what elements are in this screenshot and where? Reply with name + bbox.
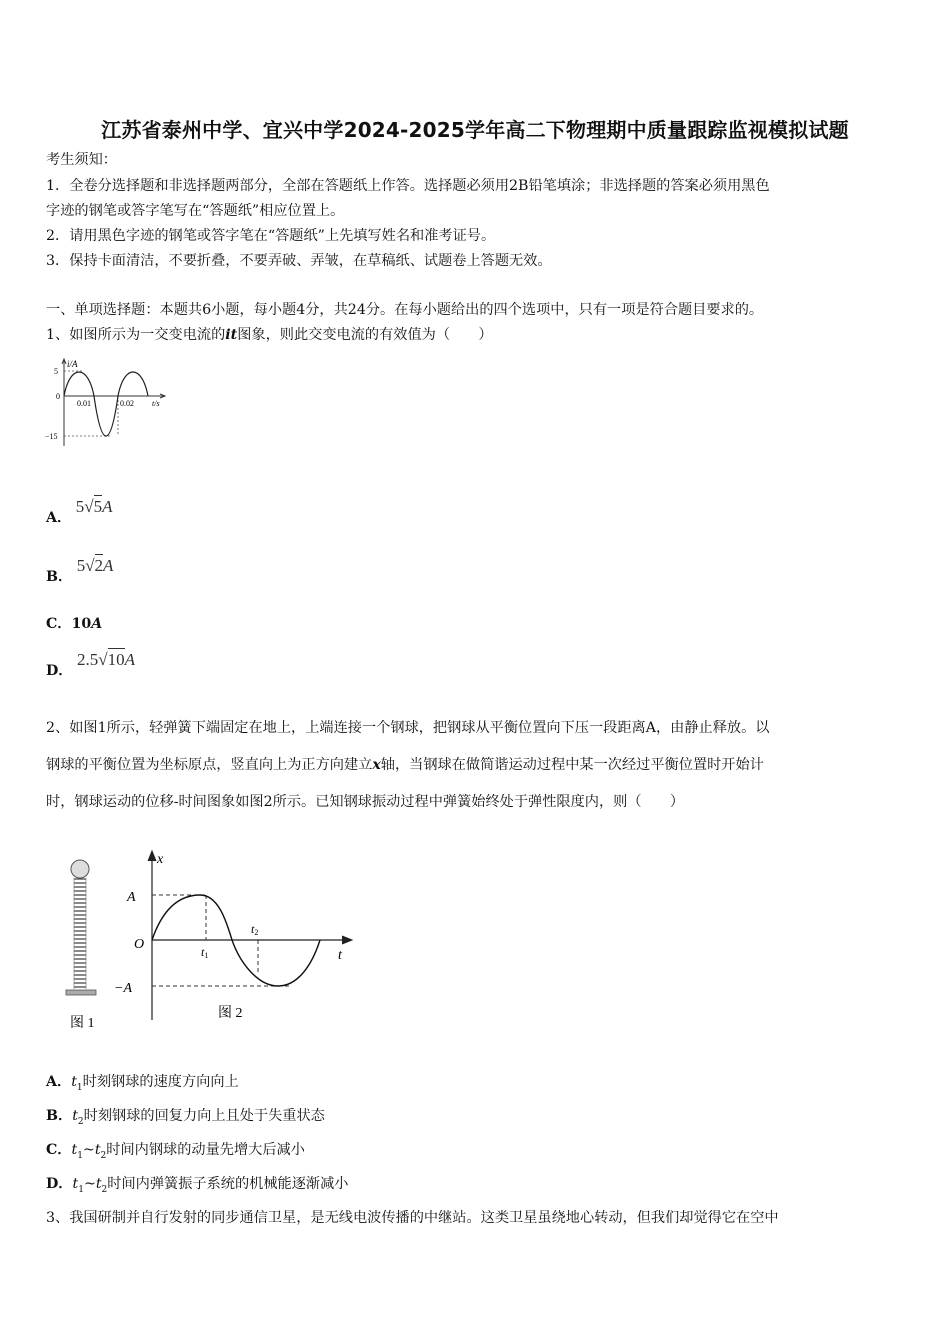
- q2-label-neg-a: −A: [114, 981, 132, 996]
- page-title: 江苏省泰州中学、宜兴中学2024-2025学年高二下物理期中质量跟踪监视模拟试题: [101, 118, 849, 142]
- q1-option-c-unit: A: [91, 616, 103, 632]
- q1-option-d-label: D．: [46, 663, 73, 679]
- steel-ball: [71, 860, 89, 878]
- q1-wave-negative: [94, 396, 118, 436]
- q2-option-b[interactable]: B．$t_2$时刻钢球的回复力向上且处于失重状态: [46, 1108, 325, 1127]
- q1-stem: [46, 325, 493, 345]
- q2-label-t1: t1: [201, 945, 209, 960]
- q1-option-d[interactable]: [46, 650, 135, 679]
- spring-ball-illustration: [66, 860, 96, 1031]
- q1-option-a-label: A．: [46, 510, 72, 526]
- fig1-caption: 图 1: [70, 1016, 95, 1031]
- q2-option-b-text: 时刻钢球的回复力向上且处于失重状态: [83, 1108, 325, 1124]
- q2-stem-line-2-post: 轴，当钢球在做简谐运动过程中某一次经过平衡位置时开始计: [380, 757, 764, 773]
- q1-option-a[interactable]: [46, 497, 113, 526]
- q1-x-label: t/s: [152, 399, 160, 408]
- q2-option-c-label: C．: [46, 1142, 72, 1158]
- q2-stem-line-3: 时，钢球运动的位移-时间图象如图2所示。已知钢球振动过程中弹簧始终处于弹性限度内，则（ ）: [46, 794, 685, 810]
- q2-axis-t-label: t: [338, 948, 342, 963]
- section-heading: 一、单项选择题：本题共6小题，每小题4分，共24分。在每小题给出的四个选项中，只有一项是符合题目要求的。: [46, 302, 764, 318]
- q1-y-bottom: −15: [45, 432, 58, 441]
- q2-axis-x-label: x: [157, 852, 164, 867]
- notice-item-1-line-2: 字迹的钢笔或答字笔写在“答题纸”相应位置上。: [46, 203, 345, 219]
- q2-option-a-label: A．: [46, 1074, 72, 1090]
- notice-item-2: 2．请用黑色字迹的钢笔或答字笔在“答题纸”上先填写姓名和准考证号。: [46, 228, 496, 244]
- notice-item-3: 3．保持卡面清洁，不要折叠，不要弄破、弄皱，在草稿纸、试题卷上答题无效。: [46, 253, 552, 269]
- q2-option-c-text: 时间内钢球的动量先增大后减小: [106, 1142, 305, 1158]
- q2-figure: [60, 845, 360, 1035]
- q1-y-top: 5: [54, 367, 58, 376]
- q2-option-a[interactable]: A．$t_1$时刻钢球的速度方向向上: [46, 1074, 239, 1093]
- q3-stem-line-1: 3、我国研制并自行发射的同步通信卫星，是无线电波传播的中继站。这类卫星虽绕地心转动，但我们却觉得它在空中: [46, 1210, 779, 1226]
- q1-option-c-text: 10: [71, 616, 92, 632]
- q2-label-o: O: [134, 937, 145, 952]
- q1-option-c[interactable]: [46, 613, 102, 633]
- q2-label-a: A: [127, 890, 136, 905]
- q2-option-d[interactable]: D．$t_1\sim t_2$时间内弹簧振子系统的机械能逐渐减小: [46, 1176, 349, 1195]
- q1-wave-positive-1: [64, 372, 94, 396]
- q1-option-d-math: 2.5√10A: [77, 650, 135, 669]
- q1-option-b[interactable]: [46, 556, 114, 585]
- notice-heading: 考生须知：: [46, 152, 117, 168]
- q1-x-tick-1: 0.01: [77, 399, 91, 408]
- q1-current-graph: [44, 356, 170, 448]
- q2-option-b-label: B．: [46, 1108, 73, 1124]
- q2-label-t2: t2: [251, 922, 259, 937]
- q1-stem-post: 图象，则此交变电流的有效值为（ ）: [237, 327, 493, 343]
- q1-stem-pre: 1、如图所示为一交变电流的: [46, 327, 226, 343]
- q1-wave-positive-2: [118, 372, 148, 396]
- q1-option-b-math: 5√2A: [76, 556, 114, 575]
- fig2-caption: 图 2: [218, 1006, 243, 1021]
- q2-stem-x: x: [372, 757, 381, 773]
- q2-stem-line-2: [46, 755, 764, 775]
- q2-stem-line-1: 2、如图1所示，轻弹簧下端固定在地上，上端连接一个钢球，把钢球从平衡位置向下压一段距离A，由静止释放。以: [46, 720, 770, 736]
- displacement-time-graph: [114, 851, 352, 1021]
- q1-option-a-math: 5√5A: [75, 497, 113, 516]
- q1-option-c-label: C．: [46, 616, 72, 632]
- q2-option-d-text: 时间内弹簧振子系统的机械能逐渐减小: [107, 1176, 349, 1192]
- q2-stem-line-2-pre: 钢球的平衡位置为坐标原点，竖直向上为正方向建立: [46, 757, 373, 773]
- q1-option-b-label: B．: [46, 569, 73, 585]
- q2-option-a-text: 时刻钢球的速度方向向上: [82, 1074, 239, 1090]
- spring: [74, 879, 86, 987]
- q2-option-d-label: D．: [46, 1176, 73, 1192]
- q1-x-tick-2: 0.02: [120, 399, 134, 408]
- q1-origin: 0: [56, 392, 60, 401]
- q1-y-label: i/A: [67, 359, 78, 369]
- q2-option-c[interactable]: C．$t_1\sim t_2$时间内钢球的动量先增大后减小: [46, 1142, 305, 1161]
- notice-item-1-line-1: 1．全卷分选择题和非选择题两部分，全部在答题纸上作答。选择题必须用2B铅笔填涂；非选择题的答案必须用黑色: [46, 178, 770, 194]
- ground-base: [66, 990, 96, 995]
- q1-stem-it: it: [225, 327, 238, 343]
